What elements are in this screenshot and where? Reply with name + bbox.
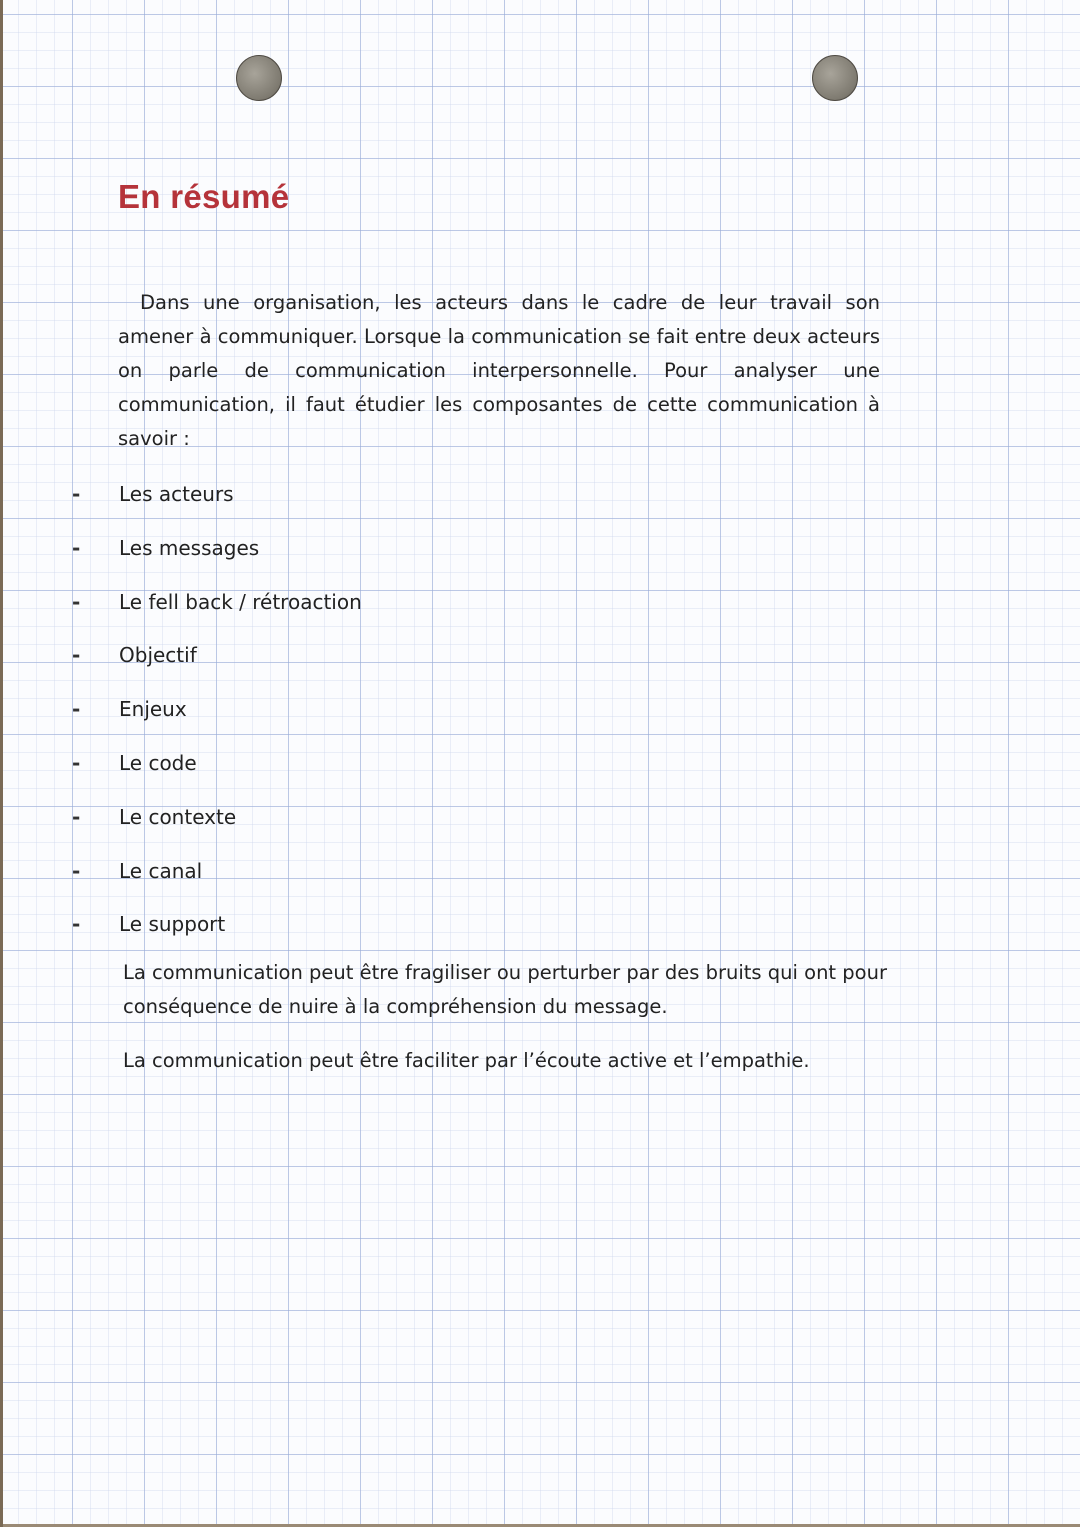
page-title: En résumé [118, 178, 290, 215]
list-item-text: Enjeux [119, 697, 187, 722]
facilitation-note: La communication peut être faciliter par l’écoute active et l’empathie. [123, 1049, 810, 1072]
bullet-dash: - [72, 697, 81, 722]
list-item-text: Le canal [119, 858, 203, 883]
bullet-dash: - [72, 482, 81, 506]
list-item-text: Les messages [119, 535, 260, 560]
punch-hole-left [236, 55, 282, 101]
noise-note: La communication peut être fragiliser ou perturber par des bruits qui ont pour conséquence de nuire à la compréhension du message. [123, 961, 887, 1018]
punch-hole-right [812, 55, 858, 101]
list-item-text: Le fell back / rétroaction [119, 589, 362, 614]
list-item-text: Le code [119, 750, 197, 775]
list-item-text: Objectif [119, 643, 197, 668]
bullet-dash: - [72, 804, 81, 829]
bullet-dash: - [72, 535, 81, 560]
bullet-dash: - [72, 750, 81, 775]
bullet-dash: - [72, 589, 81, 614]
bullet-dash: - [72, 643, 81, 668]
intro-paragraph: Dans une organisation, les acteurs dans le cadre de leur travail son amener à communiquer. Lorsque la communication se fait entre deux acteurs on parle de communication interpersonnelle. Pour analyser une communication, il faut étudier les composantes de cette communication à savoir : [118, 291, 880, 450]
list-item-text: Le support [119, 912, 226, 937]
bullet-dash: - [72, 858, 81, 883]
list-item-text: Les acteurs [119, 482, 234, 506]
bullet-dash: - [72, 912, 81, 937]
list-item-text: Le contexte [119, 804, 237, 829]
